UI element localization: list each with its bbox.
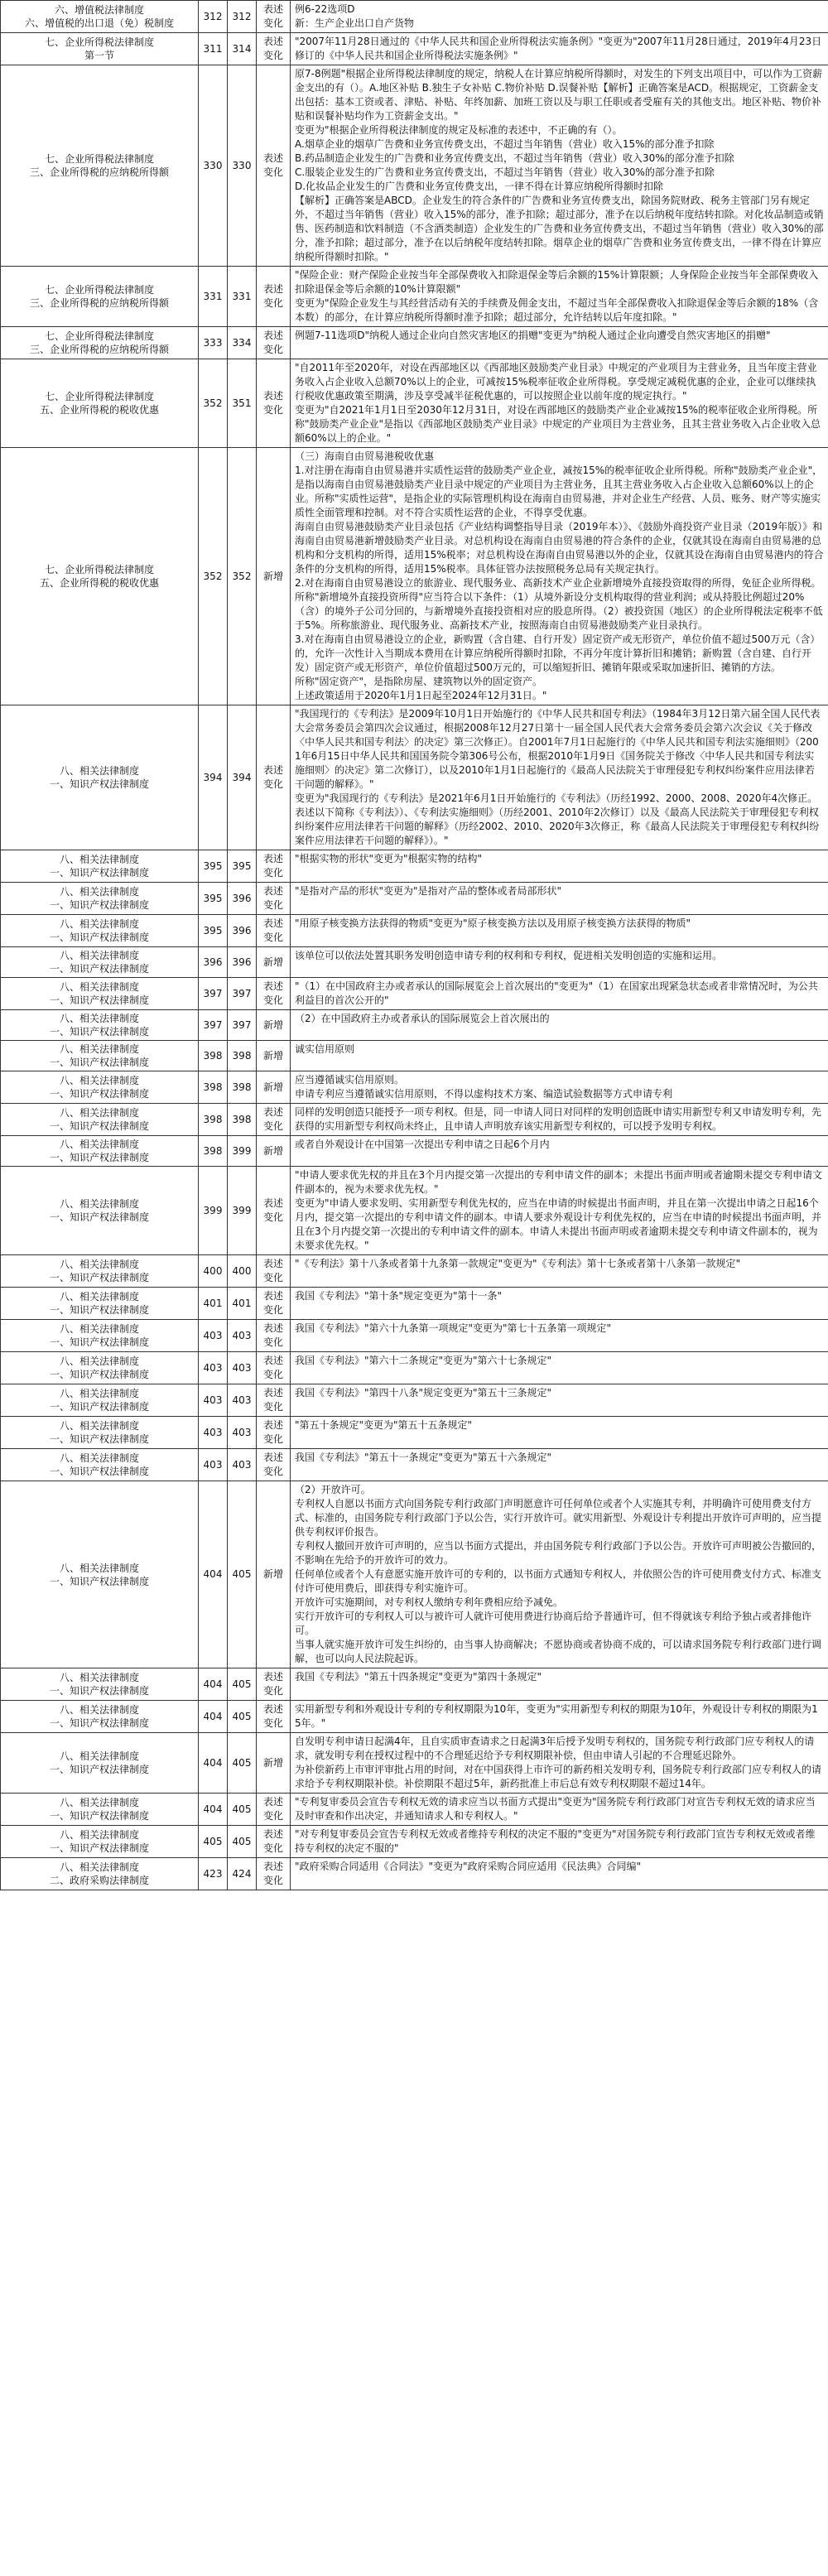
- table-row: [1, 65, 828, 267]
- old-page-cell: 331: [199, 267, 228, 327]
- section-cell: 八、相关法律制度 一、知识产权法律制度: [1, 1733, 199, 1794]
- change-description-cell: [291, 1320, 828, 1352]
- change-type-cell: 表述 变化: [257, 1449, 291, 1481]
- description-line: 上述政策适用于2020年1月1日起至2024年12月31日。": [295, 690, 547, 701]
- change-type-cell: 表述 变化: [257, 1858, 291, 1890]
- new-page-cell: 399: [228, 1136, 257, 1167]
- section-cell: 八、相关法律制度 一、知识产权法律制度: [1, 1449, 199, 1481]
- change-description-cell: [291, 1858, 828, 1890]
- description-line: 我国《专利法》"第五十四条规定"变更为"第四十条规定": [295, 1671, 542, 1683]
- change-type-cell: 新增: [257, 1136, 291, 1167]
- section-cell: 八、相关法律制度 一、知识产权法律制度: [1, 1701, 199, 1733]
- section-cell: 八、相关法律制度 一、知识产权法律制度: [1, 1481, 199, 1668]
- description-line: 变更为"保险企业发生与其经营活动有关的手续费及佣金支出，不超过当年全部保费收入扣除退保金等后余额的18%（含本数）的部分，在计算应纳税所得额时准予扣除；超过部分，允许结转以后年度扣除。": [295, 297, 819, 323]
- table-row: [1, 1104, 828, 1136]
- change-type-cell: 表述 变化: [257, 978, 291, 1010]
- new-page-cell: 395: [228, 850, 257, 883]
- new-page-cell: 405: [228, 1794, 257, 1826]
- change-description-cell: [291, 850, 828, 883]
- old-page-cell: 398: [199, 1071, 228, 1104]
- description-line: 原7-8例题"根据企业所得税法律制度的规定，纳税人在计算应纳税所得额时，对发生的下列支出项目中，可以作为工资薪金支出的有（）。A.地区补贴 B.独生子女补贴 C.物价补贴 D.误餐补贴【解析】正确答案是ACD。根据规定，工资薪金支出包括：基本工资或者、津贴、补贴、年终加薪、加班工资以及与职工任职或者受雇有关的其他支出。地区补贴、物价补贴和误餐补贴均作为工资薪金支出。": [295, 68, 823, 122]
- description-line: D.化妆品企业发生的广告费和业务宣传费支出，一律不得在计算应纳税所得额时扣除: [295, 181, 664, 192]
- old-page-cell: 403: [199, 1384, 228, 1417]
- section-cell: 七、企业所得税法律制度 三、企业所得税的应纳税所得额: [1, 65, 199, 267]
- change-type-cell: 表述 变化: [257, 33, 291, 65]
- section-cell: 八、相关法律制度 一、知识产权法律制度: [1, 1288, 199, 1320]
- old-page-cell: 312: [199, 1, 228, 33]
- old-page-cell: 403: [199, 1352, 228, 1384]
- old-page-cell: 395: [199, 850, 228, 883]
- old-page-cell: 330: [199, 65, 228, 267]
- section-cell: 八、相关法律制度 一、知识产权法律制度: [1, 1352, 199, 1384]
- description-line: 专利权人自愿以书面方式向国务院专利行政部门声明愿意许可任何单位或者个人实施其专利，并明确许可使用费支付方式、标准的，由国务院专利行政部门予以公告，实行开放许可。就实用新型、外观设计专利提出开放许可声明的，应当提供专利权评价报告。: [295, 1498, 822, 1538]
- old-page-cell: 395: [199, 915, 228, 947]
- change-description-cell: [291, 448, 828, 705]
- table-row: [1, 1794, 828, 1826]
- new-page-cell: 397: [228, 1010, 257, 1041]
- old-page-cell: 423: [199, 1858, 228, 1890]
- change-description-cell: [291, 33, 828, 65]
- old-page-cell: 398: [199, 1104, 228, 1136]
- change-type-cell: 新增: [257, 1010, 291, 1041]
- new-page-cell: 334: [228, 327, 257, 359]
- table-row: [1, 1384, 828, 1417]
- old-page-cell: 352: [199, 448, 228, 705]
- description-line: 实用新型专利和外观设计专利的专利权期限为10年，变更为"实用新型专利权的期限为10年，外观设计专利权的期限为15年。": [295, 1703, 818, 1729]
- old-page-cell: 398: [199, 1041, 228, 1071]
- description-line: "政府采购合同适用《合同法》"变更为"政府采购合同应适用《民法典》合同编": [295, 1861, 642, 1872]
- description-line: 为补偿新药上市审评审批占用的时间，对在中国获得上市许可的新药相关发明专利，国务院专利行政部门应专利权人的请求给予专利权期限补偿。补偿期限不超过5年，新药批准上市后总有效专利权期限不超过14年。: [295, 1764, 822, 1789]
- description-line: "（1）在中国政府主办或者承认的国际展览会上首次展出的"变更为"（1）在国家出现紧急状态或者非常情况时，为公共利益目的首次公开的": [295, 980, 818, 1006]
- section-cell: 八、相关法律制度 一、知识产权法律制度: [1, 1794, 199, 1826]
- change-type-cell: 表述 变化: [257, 1701, 291, 1733]
- description-line: 实行开放许可的专利权人可以与被许可人就许可使用费进行协商后给予普通许可，但不得就该专利给予独占或者排他许可。: [295, 1611, 812, 1636]
- change-type-cell: 表述 变化: [257, 267, 291, 327]
- new-page-cell: 352: [228, 448, 257, 705]
- description-line: 当事人就实施开放许可发生纠纷的，由当事人协商解决；不愿协商或者协商不成的，可以请求国务院专利行政部门进行调解，也可以向人民法院起诉。: [295, 1639, 822, 1664]
- change-type-cell: 表述 变化: [257, 1104, 291, 1136]
- table-row: [1, 1010, 828, 1041]
- description-line: "我国现行的《专利法》是2009年10月1日开始施行的《中华人民共和国专利法》（1984年3月12日第六届全国人民代表大会常务委员会第四次会议通过，根据2008年12月27日第十一届全国人民代表大会常务委员会第六次会议《关于修改〈中华人民共和国专利法〉的决定》第三次修正）。自2001年7月1日起施行的《中华人民共和国专利法实施细则》（2001年6月15日中华人民共和国国务院令第306号公布，根据2010年1月9日《国务院关于修改〈中华人民共和国专利法实施细则〉的决定》第二次修订），以及2010年1月1日起施行的《最高人民法院关于审理侵犯专利权纠纷案件应用法律若干问题的解释》。": [295, 708, 821, 790]
- description-line: "用原子核变换方法获得的物质"变更为"原子核变换方法以及用原子核变换方法获得的物质": [295, 917, 691, 929]
- change-description-cell: [291, 1136, 828, 1167]
- new-page-cell: 331: [228, 267, 257, 327]
- new-page-cell: 398: [228, 1104, 257, 1136]
- description-line: B.药品制造企业发生的广告费和业务宣传费支出，不超过当年销售（营业）收入30%的部分准予扣除: [295, 152, 734, 164]
- new-page-cell: 396: [228, 883, 257, 915]
- section-cell: 八、相关法律制度 一、知识产权法律制度: [1, 1104, 199, 1136]
- table-row: [1, 1481, 828, 1668]
- description-line: 新：生产企业出口自产货物: [295, 17, 415, 29]
- old-page-cell: 404: [199, 1701, 228, 1733]
- change-description-cell: [291, 1, 828, 33]
- change-description-cell: [291, 1826, 828, 1858]
- change-type-cell: 表述 变化: [257, 915, 291, 947]
- old-page-cell: 397: [199, 1010, 228, 1041]
- section-cell: 八、相关法律制度 一、知识产权法律制度: [1, 1384, 199, 1417]
- old-page-cell: 404: [199, 1668, 228, 1701]
- change-type-cell: 表述 变化: [257, 705, 291, 850]
- description-line: "是指对产品的形状"变更为"是指对产品的整体或者局部形状": [295, 885, 562, 897]
- old-page-cell: 403: [199, 1320, 228, 1352]
- old-page-cell: 311: [199, 33, 228, 65]
- change-type-cell: 表述 变化: [257, 1794, 291, 1826]
- change-type-cell: 新增: [257, 1733, 291, 1794]
- table-row: [1, 1352, 828, 1384]
- description-line: 所称"固定资产"，是指除房屋、建筑物以外的固定资产。: [295, 676, 543, 687]
- section-cell: 八、相关法律制度 一、知识产权法律制度: [1, 1826, 199, 1858]
- old-page-cell: 404: [199, 1481, 228, 1668]
- old-page-cell: 403: [199, 1449, 228, 1481]
- section-cell: 八、相关法律制度 一、知识产权法律制度: [1, 1041, 199, 1071]
- section-cell: 八、相关法律制度 一、知识产权法律制度: [1, 1010, 199, 1041]
- change-type-cell: 新增: [257, 947, 291, 978]
- new-page-cell: 403: [228, 1384, 257, 1417]
- description-line: 或者自外观设计在中国第一次提出专利申请之日起6个月内: [295, 1139, 550, 1150]
- change-type-cell: 新增: [257, 1481, 291, 1668]
- new-page-cell: 394: [228, 705, 257, 850]
- old-page-cell: 404: [199, 1794, 228, 1826]
- change-description-cell: [291, 1449, 828, 1481]
- section-cell: 八、相关法律制度 一、知识产权法律制度: [1, 1167, 199, 1255]
- old-page-cell: 398: [199, 1136, 228, 1167]
- change-description-cell: [291, 1041, 828, 1071]
- new-page-cell: 401: [228, 1288, 257, 1320]
- change-type-cell: 表述 变化: [257, 65, 291, 267]
- table-row: [1, 1, 828, 33]
- change-type-cell: 新增: [257, 1071, 291, 1104]
- description-line: 2.对在海南自由贸易港设立的旅游业、现代服务业、高新技术产业企业新增境外直接投资取得的所得，免征企业所得税。: [295, 577, 821, 589]
- table-row: [1, 1167, 828, 1255]
- description-line: "申请人要求优先权的并且在3个月内提交第一次提出的专利申请文件的副本；未提出书面声明或者逾期未提交专利申请文件副本的，视为未要求优先权。": [295, 1169, 823, 1195]
- change-type-cell: 表述 变化: [257, 1167, 291, 1255]
- change-description-cell: [291, 915, 828, 947]
- change-description-cell: [291, 1417, 828, 1449]
- change-type-cell: 表述 变化: [257, 327, 291, 359]
- new-page-cell: 403: [228, 1417, 257, 1449]
- change-description-cell: [291, 65, 828, 267]
- section-cell: 八、相关法律制度 一、知识产权法律制度: [1, 1668, 199, 1701]
- change-description-cell: [291, 1384, 828, 1417]
- description-line: 我国《专利法》"第五十一条规定"变更为"第五十六条规定": [295, 1452, 552, 1463]
- section-cell: 六、增值税法律制度 六、增值税的出口退（免）税制度: [1, 1, 199, 33]
- old-page-cell: 400: [199, 1255, 228, 1288]
- table-row: [1, 1320, 828, 1352]
- description-line: 所称"新增境外直接投资所得"应当符合以下条件：（1）从境外新设分支机构取得的营业利润；或从持股比例超过20%（含）的境外子公司分回的，与新增境外直接投资相对应的股息所得。（2）被投资国（地区）的企业所得税法定税率不低于5%。所称旅游业、现代服务业、高新技术产业，按照海南自由贸易港鼓励类产业目录执行。: [295, 591, 823, 631]
- description-line: "保险企业：财产保险企业按当年全部保费收入扣除退保金等后余额的15%计算限额；人身保险企业按当年全部保费收入扣除退保金等后余额的10%计算限额": [295, 269, 819, 295]
- change-type-cell: 表述 变化: [257, 1384, 291, 1417]
- new-page-cell: 351: [228, 359, 257, 448]
- new-page-cell: 405: [228, 1668, 257, 1701]
- old-page-cell: 394: [199, 705, 228, 850]
- description-line: 变更为"根据企业所得税法律制度的规定及标准的表述中，不正确的有（）。: [295, 124, 623, 136]
- old-page-cell: 404: [199, 1733, 228, 1794]
- change-type-cell: 新增: [257, 448, 291, 705]
- description-line: （2）在中国政府主办或者承认的国际展览会上首次展出的: [295, 1013, 550, 1024]
- change-type-cell: 表述 变化: [257, 359, 291, 448]
- change-type-cell: 表述 变化: [257, 1255, 291, 1288]
- description-line: C.服装企业发生的广告费和业务宣传费支出，不超过当年销售（营业）收入30%的部分准予扣除: [295, 166, 715, 178]
- table-row: [1, 1417, 828, 1449]
- new-page-cell: 397: [228, 978, 257, 1010]
- description-line: 任何单位或者个人有意愿实施开放许可的专利的，以书面方式通知专利权人，并依照公告的许可使用费支付方式、标准支付许可使用费后，即获得专利实施许可。: [295, 1568, 822, 1594]
- section-cell: 七、企业所得税法律制度 三、企业所得税的应纳税所得额: [1, 267, 199, 327]
- new-page-cell: 399: [228, 1167, 257, 1255]
- change-type-cell: 表述 变化: [257, 1668, 291, 1701]
- change-description-cell: [291, 1010, 828, 1041]
- new-page-cell: 403: [228, 1352, 257, 1384]
- change-description-cell: [291, 327, 828, 359]
- description-line: "专利复审委员会宣告专利权无效的请求应当以书面方式提出"变更为"国务院专利行政部门对宣告专利权无效的请求应当及时审查和作出决定，并通知请求人和专利权人。": [295, 1796, 816, 1822]
- change-description-cell: [291, 978, 828, 1010]
- old-page-cell: 352: [199, 359, 228, 448]
- table-row: [1, 978, 828, 1010]
- table-row: [1, 1449, 828, 1481]
- table-row: [1, 1288, 828, 1320]
- description-line: A.烟草企业的烟草广告费和业务宣传费支出，不超过当年销售（营业）收入15%的部分准予扣除: [295, 138, 715, 150]
- new-page-cell: 396: [228, 915, 257, 947]
- table-row: [1, 327, 828, 359]
- table-row: [1, 1255, 828, 1288]
- table-row: [1, 883, 828, 915]
- new-page-cell: 403: [228, 1320, 257, 1352]
- table-row: [1, 1701, 828, 1733]
- change-description-cell: [291, 883, 828, 915]
- description-line: "2007年11月28日通过的《中华人民共和国企业所得税法实施条例》"变更为"2007年11月28日通过，2019年4月23日修订的《中华人民共和国企业所得税法实施条例》": [295, 36, 822, 61]
- description-line: （三）海南自由贸易港税收优惠: [295, 450, 435, 462]
- table-row: [1, 947, 828, 978]
- old-page-cell: 395: [199, 883, 228, 915]
- revision-table-body: [1, 1, 828, 1890]
- change-description-cell: [291, 1481, 828, 1668]
- table-row: [1, 1668, 828, 1701]
- new-page-cell: 405: [228, 1481, 257, 1668]
- description-line: 同样的发明创造只能授予一项专利权。但是，同一申请人同日对同样的发明创造既申请实用新型专利又申请发明专利，先获得的实用新型专利权尚未终止，且申请人声明放弃该实用新型专利权的，可以授予发明专利权。: [295, 1106, 822, 1132]
- table-row: [1, 359, 828, 448]
- change-type-cell: 表述 变化: [257, 850, 291, 883]
- description-line: "第五十条规定"变更为"第五十五条规定": [295, 1419, 473, 1431]
- old-page-cell: 401: [199, 1288, 228, 1320]
- old-page-cell: 399: [199, 1167, 228, 1255]
- table-row: [1, 1858, 828, 1890]
- change-type-cell: 新增: [257, 1041, 291, 1071]
- section-cell: 八、相关法律制度 一、知识产权法律制度: [1, 947, 199, 978]
- description-line: 我国《专利法》"第四十八条"规定变更为"第五十三条规定": [295, 1387, 552, 1399]
- section-cell: 八、相关法律制度 一、知识产权法律制度: [1, 978, 199, 1010]
- change-type-cell: 表述 变化: [257, 1288, 291, 1320]
- table-row: [1, 33, 828, 65]
- old-page-cell: 405: [199, 1826, 228, 1858]
- description-line: "根据实物的形状"变更为"根据实物的结构": [295, 853, 483, 864]
- new-page-cell: 330: [228, 65, 257, 267]
- description-line: 变更为"申请人要求发明、实用新型专利优先权的，应当在申请的时候提出书面声明，并且在第一次提出申请之日起16个月内，提交第一次提出的专利申请文件的副本。申请人要求外观设计专利优先权的，应当在申请的时候提出书面声明，并且在3个月内提交第一次提出的专利申请文件的副本。申请人未提出书面声明或者逾期未提交专利申请文件副本的，视为未要求优先权。": [295, 1197, 822, 1251]
- description-line: 3.对在海南自由贸易港设立的企业，新购置（含自建、自行开发）固定资产或无形资产，单位价值不超过500万元（含）的，允许一次性计入当期成本费用在计算应纳税所得额时扣除，不再分年度计算折旧和摊销；新购置（含自建、自行开发）固定资产或无形资产，单位价值超过500万元的，可以缩短折旧、摊销年限或采取加速折旧、摊销的方法。: [295, 633, 821, 673]
- change-description-cell: [291, 1733, 828, 1794]
- section-cell: 七、企业所得税法律制度 五、企业所得税的税收优惠: [1, 448, 199, 705]
- old-page-cell: 333: [199, 327, 228, 359]
- section-cell: 八、相关法律制度 一、知识产权法律制度: [1, 1255, 199, 1288]
- section-cell: 七、企业所得税法律制度 五、企业所得税的税收优惠: [1, 359, 199, 448]
- description-line: 我国《专利法》"第十条"规定变更为"第十一条": [295, 1290, 503, 1302]
- table-row: [1, 1071, 828, 1104]
- new-page-cell: 405: [228, 1826, 257, 1858]
- description-line: 例6-22选项D: [295, 3, 355, 15]
- change-description-cell: [291, 1071, 828, 1104]
- change-description-cell: [291, 267, 828, 327]
- description-line: 专利权人撤回开放许可声明的，应当以书面方式提出，并由国务院专利行政部门予以公告。开放许可声明被公告撤回的，不影响在先给予的开放许可的效力。: [295, 1540, 822, 1566]
- table-row: [1, 448, 828, 705]
- section-cell: 八、相关法律制度 一、知识产权法律制度: [1, 1136, 199, 1167]
- new-page-cell: 405: [228, 1701, 257, 1733]
- table-row: [1, 915, 828, 947]
- change-description-cell: [291, 1104, 828, 1136]
- section-cell: 八、相关法律制度 一、知识产权法律制度: [1, 705, 199, 850]
- section-cell: 八、相关法律制度 一、知识产权法律制度: [1, 1320, 199, 1352]
- description-line: 诚实信用原则: [295, 1043, 355, 1055]
- new-page-cell: 398: [228, 1071, 257, 1104]
- change-description-cell: [291, 1288, 828, 1320]
- description-line: 变更为"我国现行的《专利法》是2021年6月1日开始施行的《专利法》（历经1992、2000、2008、2020年4次修正。表述以下简称《专利法》）、《专利法实施细则》（历经2001、2010年2次修订）以及《最高人民法院关于审理侵犯专利权纠纷案件应用法律若干问题的解释》（历经2002、2010、2020年3次修正，称《最高人民法院关于审理侵犯专利权纠纷案件应用法律若干问题的解释》）。": [295, 792, 820, 846]
- description-line: 申请专利应当遵循诚实信用原则，不得以虚构技术方案、编造试验数据等方式申请专利: [295, 1088, 673, 1100]
- new-page-cell: 400: [228, 1255, 257, 1288]
- change-type-cell: 表述 变化: [257, 1417, 291, 1449]
- change-description-cell: [291, 1167, 828, 1255]
- section-cell: 七、企业所得税法律制度 三、企业所得税的应纳税所得额: [1, 327, 199, 359]
- table-row: [1, 1041, 828, 1071]
- change-type-cell: 表述 变化: [257, 1352, 291, 1384]
- change-description-cell: [291, 1794, 828, 1826]
- change-type-cell: 表述 变化: [257, 1, 291, 33]
- description-line: 变更为"自2021年1月1日至2030年12月31日，对设在西部地区的鼓励类产业企业减按15%的税率征收企业所得税。所称"鼓励类产业企业"是指以《西部地区鼓励类产业目录》中规定的产业项目为主营业务，且其主营业务收入占企业收入总额60%以上的企业。": [295, 404, 821, 444]
- description-line: "《专利法》第十八条或者第十九条第一款规定"变更为"《专利法》第十七条或者第十八条第一款规定": [295, 1258, 741, 1269]
- section-cell: 七、企业所得税法律制度 第一节: [1, 33, 199, 65]
- description-line: 海南自由贸易港鼓励类产业目录包括《产业结构调整指导目录（2019年本）》、《鼓励外商投资产业目录（2019年版）》和海南自由贸易港新增鼓励类产业目录。对总机构设在海南自由贸易港的符合条件的企业，仅就其设在海南自由贸易港的总机构和分支机构的所得，适用15%税率；对总机构设在海南自由贸易港以外的企业，仅就其设在海南自由贸易港内的符合条件的分支机构的所得，适用15%税率。具体征管办法按照税务总局有关规定执行。: [295, 521, 824, 575]
- change-type-cell: 表述 变化: [257, 883, 291, 915]
- new-page-cell: 405: [228, 1733, 257, 1794]
- change-description-cell: [291, 705, 828, 850]
- description-line: 1.对注册在海南自由贸易港并实质性运营的鼓励类产业企业，减按15%的税率征收企业所得税。所称"鼓励类产业企业"，是指以海南自由贸易港鼓励类产业目录中规定的产业项目为主营业务，且其主营业务收入占企业收入总额60%以上的企业。所称"实质性运营"，是指企业的实际管理机构设在海南自由贸易港，并对企业生产经营、人员、账务、财产等实施实质性全面管理和控制。对不符合实质性运营的企业，不得享受优惠。: [295, 465, 823, 518]
- description-line: 我国《专利法》"第六十二条规定"变更为"第六十七条规定": [295, 1355, 552, 1366]
- description-line: 我国《专利法》"第六十九条第一项规定"变更为"第七十五条第一项规定": [295, 1322, 612, 1334]
- new-page-cell: 312: [228, 1, 257, 33]
- new-page-cell: 403: [228, 1449, 257, 1481]
- section-cell: 八、相关法律制度 二、政府采购法律制度: [1, 1858, 199, 1890]
- new-page-cell: 396: [228, 947, 257, 978]
- table-row: [1, 850, 828, 883]
- new-page-cell: 398: [228, 1041, 257, 1071]
- table-row: [1, 1733, 828, 1794]
- change-description-cell: [291, 1352, 828, 1384]
- section-cell: 八、相关法律制度 一、知识产权法律制度: [1, 915, 199, 947]
- old-page-cell: 397: [199, 978, 228, 1010]
- description-line: "对专利复审委员会宣告专利权无效或者维持专利权的决定不服的"变更为"对国务院专利行政部门宣告专利权无效或者维持专利权的决定不服的": [295, 1828, 816, 1854]
- table-row: [1, 267, 828, 327]
- description-line: "自2011年至2020年，对设在西部地区以《西部地区鼓励类产业目录》中规定的产业项目为主营业务，且当年度主营业务收入占企业收入总额70%以上的企业，可减按15%税率征收企业所得税。享受规定减税优惠的企业，企业可以继续执行税收优惠政策至期满，涉及享受减半征税优惠的，可以按照企业以前年度的规定执行。": [295, 362, 817, 402]
- change-type-cell: 表述 变化: [257, 1320, 291, 1352]
- change-description-cell: [291, 947, 828, 978]
- change-description-cell: [291, 359, 828, 448]
- description-line: 例题7-11选项D"纳税人通过企业向自然灾害地区的捐赠"变更为"纳税人通过企业向遭受自然灾害地区的捐赠": [295, 330, 771, 341]
- description-line: 开放许可实施期间，对专利权人缴纳专利年费相应给予减免。: [295, 1596, 564, 1608]
- table-row: [1, 705, 828, 850]
- description-line: 应当遵循诚实信用原则。: [295, 1074, 405, 1086]
- description-line: 该单位可以依法处置其职务发明创造申请专利的权利和专利权，促进相关发明创造的实施和运用。: [295, 950, 723, 961]
- section-cell: 八、相关法律制度 一、知识产权法律制度: [1, 850, 199, 883]
- change-description-cell: [291, 1701, 828, 1733]
- table-row: [1, 1826, 828, 1858]
- section-cell: 八、相关法律制度 一、知识产权法律制度: [1, 883, 199, 915]
- old-page-cell: 396: [199, 947, 228, 978]
- table-row: [1, 1136, 828, 1167]
- section-cell: 八、相关法律制度 一、知识产权法律制度: [1, 1417, 199, 1449]
- description-line: 【解析】正确答案是ABCD。企业发生的符合条件的广告费和业务宣传费支出，除国务院财政、税务主管部门另有规定外，不超过当年销售（营业）收入15%的部分，准予扣除；超过部分，准予在以后纳税年度结转扣除。对化妆品制造或销售、医药制造和饮料制造（不含酒类制造）企业发生的广告费和业务宣传费支出，不超过当年销售（营业）收入30%的部分，准予扣除；超过部分，准予在以后纳税年度结转扣除。烟草企业的烟草广告费和业务宣传费支出，一律不得在计算应纳税所得额时扣除。": [295, 195, 824, 262]
- description-line: （2）开放许可。: [295, 1484, 371, 1495]
- change-type-cell: 表述 变化: [257, 1826, 291, 1858]
- section-cell: 八、相关法律制度 一、知识产权法律制度: [1, 1071, 199, 1104]
- old-page-cell: 403: [199, 1417, 228, 1449]
- change-description-cell: [291, 1255, 828, 1288]
- description-line: 自发明专利申请日起满4年，且自实质审查请求之日起满3年后授予发明专利权的，国务院专利行政部门应专利权人的请求，就发明专利在授权过程中的不合理延迟给予专利权期限补偿，但由申请人引起的不合理延迟除外。: [295, 1736, 815, 1761]
- new-page-cell: 314: [228, 33, 257, 65]
- new-page-cell: 424: [228, 1858, 257, 1890]
- change-description-cell: [291, 1668, 828, 1701]
